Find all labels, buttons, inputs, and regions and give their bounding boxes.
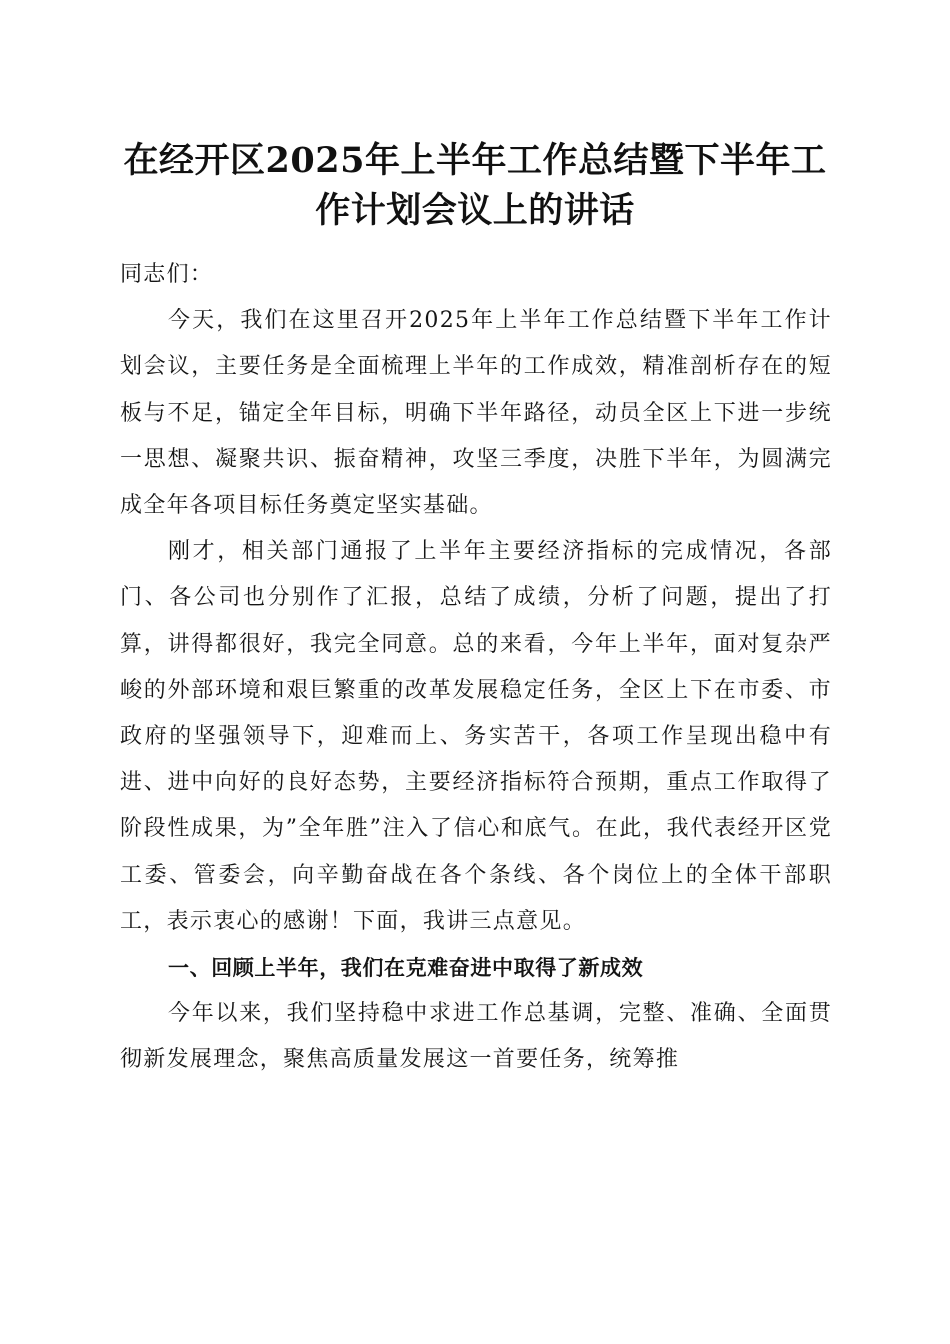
document-body xyxy=(120,252,832,1084)
section-paragraph: 今年以来，我们坚持稳中求进工作总基调，完整、准确、全面贯彻新发展理念，聚焦高质量发展这一首要任务，统筹推 xyxy=(120,1001,832,1073)
greeting: 同志们： xyxy=(120,262,214,287)
paragraph-summary: 刚才，相关部门通报了上半年主要经济指标的完成情况，各部门、各公司也分别作了汇报，总结了成绩，分析了问题，提出了打算，讲得都很好，我完全同意。总的来看，今年上半年，面对复杂严峻的外部环境和艰巨繁重的改革发展稳定任务，全区上下在市委、市政府的坚强领导下，迎难而上、务实苦干，各项工作呈现出稳中有进、进中向好的良好态势，主要经济指标符合预期，重点工作取得了阶段性成果，为”全年胜”注入了信心和底气。在此，我代表经开区党工委、管委会，向辛勤奋战在各个条线、各个岗位上的全体干部职工，表示衷心的感谢！下面，我讲三点意见。 xyxy=(120,539,832,934)
document-title: 在经开区2025年上半年工作总结暨下半年工作计划会议上的讲话 xyxy=(123,140,827,231)
section-heading: 一、回顾上半年，我们在克难奋进中取得了新成效 xyxy=(168,956,644,981)
paragraph-intro: 今天，我们在这里召开2025年上半年工作总结暨下半年工作计划会议，主要任务是全面梳理上半年的工作成效，精准剖析存在的短板与不足，锚定全年目标，明确下半年路径，动员全区上下进一步统一思想、凝聚共识、振奋精神，攻坚三季度，决胜下半年，为圆满完成全年各项目标任务奠定坚实基础。 xyxy=(120,308,832,519)
